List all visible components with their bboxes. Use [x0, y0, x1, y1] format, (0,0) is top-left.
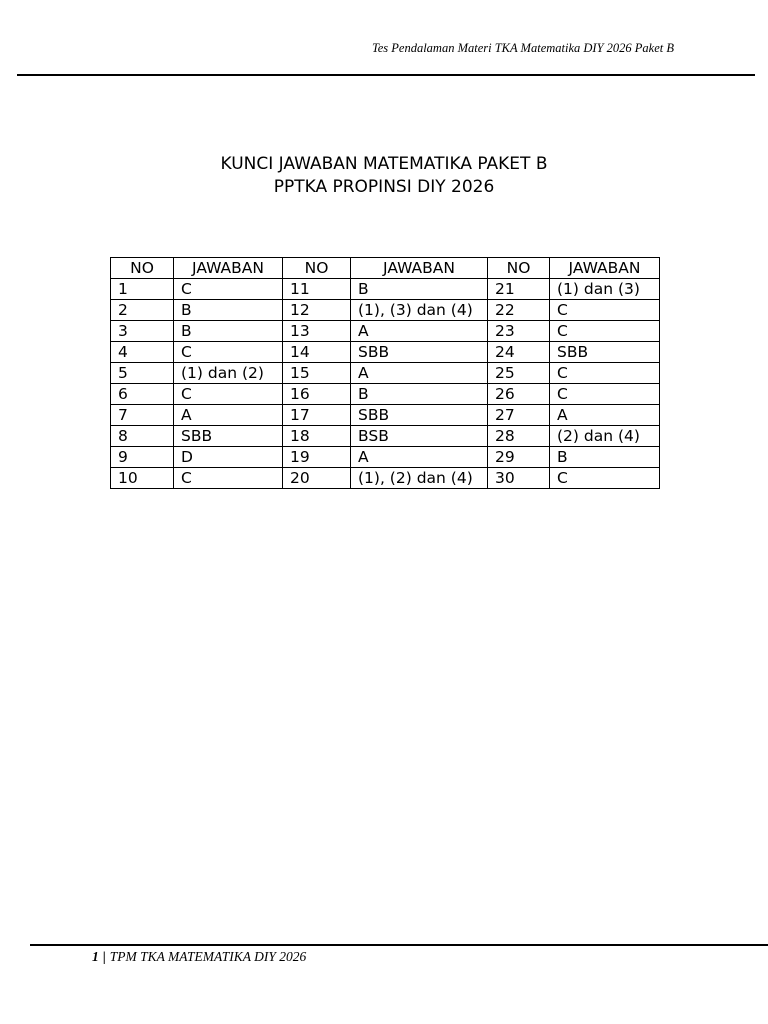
- question-number-cell: 15: [283, 363, 351, 384]
- question-number-cell: 10: [111, 468, 174, 489]
- question-number-cell: 2: [111, 300, 174, 321]
- question-number-cell: 30: [488, 468, 550, 489]
- answer-cell: A: [174, 405, 283, 426]
- answer-cell: C: [174, 279, 283, 300]
- table-row: [111, 300, 660, 321]
- question-number-cell: 5: [111, 363, 174, 384]
- answer-cell: A: [351, 447, 488, 468]
- question-number-cell: 13: [283, 321, 351, 342]
- question-number-cell: 26: [488, 384, 550, 405]
- question-number-cell: 25: [488, 363, 550, 384]
- page-title: [0, 153, 768, 199]
- question-number-cell: 7: [111, 405, 174, 426]
- table-row: [111, 321, 660, 342]
- answer-cell: C: [550, 384, 660, 405]
- answer-cell: A: [550, 405, 660, 426]
- question-number-cell: 20: [283, 468, 351, 489]
- table-header-row: [111, 258, 660, 279]
- answer-cell: SBB: [351, 405, 488, 426]
- table-row: [111, 384, 660, 405]
- column-header-jawaban: JAWABAN: [550, 258, 660, 279]
- question-number-cell: 16: [283, 384, 351, 405]
- question-number-cell: 19: [283, 447, 351, 468]
- footer-divider: [30, 944, 768, 946]
- question-number-cell: 11: [283, 279, 351, 300]
- answer-cell: (2) dan (4): [550, 426, 660, 447]
- question-number-cell: 24: [488, 342, 550, 363]
- column-header-jawaban: JAWABAN: [351, 258, 488, 279]
- answer-cell: SBB: [351, 342, 488, 363]
- question-number-cell: 28: [488, 426, 550, 447]
- answer-cell: B: [174, 300, 283, 321]
- answer-cell: A: [351, 321, 488, 342]
- answer-cell: B: [351, 384, 488, 405]
- answer-cell: BSB: [351, 426, 488, 447]
- question-number-cell: 27: [488, 405, 550, 426]
- answer-cell: (1), (2) dan (4): [351, 468, 488, 489]
- question-number-cell: 4: [111, 342, 174, 363]
- answer-cell: (1) dan (3): [550, 279, 660, 300]
- answer-cell: A: [351, 363, 488, 384]
- answer-key-table: [110, 257, 660, 489]
- question-number-cell: 9: [111, 447, 174, 468]
- answer-cell: C: [550, 468, 660, 489]
- question-number-cell: 1: [111, 279, 174, 300]
- question-number-cell: 18: [283, 426, 351, 447]
- question-number-cell: 17: [283, 405, 351, 426]
- question-number-cell: 14: [283, 342, 351, 363]
- table-row: [111, 468, 660, 489]
- answer-cell: D: [174, 447, 283, 468]
- table-row: [111, 426, 660, 447]
- table-row: [111, 405, 660, 426]
- table-row: [111, 363, 660, 384]
- question-number-cell: 21: [488, 279, 550, 300]
- question-number-cell: 12: [283, 300, 351, 321]
- table-body: [111, 279, 660, 489]
- answer-cell: C: [550, 321, 660, 342]
- page-number: 1: [92, 949, 99, 964]
- question-number-cell: 3: [111, 321, 174, 342]
- answer-cell: B: [351, 279, 488, 300]
- running-header: Tes Pendalaman Materi TKA Matematika DIY 2026 Paket B: [371, 41, 674, 55]
- title-line-2: PPTKA PROPINSI DIY 2026: [273, 177, 495, 197]
- answer-cell: SBB: [550, 342, 660, 363]
- column-header-no: NO: [283, 258, 351, 279]
- question-number-cell: 8: [111, 426, 174, 447]
- answer-cell: B: [550, 447, 660, 468]
- footer-separator: |: [102, 949, 106, 964]
- page-footer: [92, 949, 306, 965]
- answer-cell: (1) dan (2): [174, 363, 283, 384]
- column-header-no: NO: [111, 258, 174, 279]
- answer-cell: C: [550, 363, 660, 384]
- answer-cell: C: [174, 384, 283, 405]
- question-number-cell: 22: [488, 300, 550, 321]
- column-header-no: NO: [488, 258, 550, 279]
- answer-cell: B: [174, 321, 283, 342]
- table-row: [111, 279, 660, 300]
- question-number-cell: 29: [488, 447, 550, 468]
- footer-text: TPM TKA MATEMATIKA DIY 2026: [109, 949, 307, 964]
- title-line-1: KUNCI JAWABAN MATEMATIKA PAKET B: [220, 154, 548, 174]
- table-row: [111, 447, 660, 468]
- table-row: [111, 342, 660, 363]
- answer-cell: C: [174, 342, 283, 363]
- answer-cell: SBB: [174, 426, 283, 447]
- answer-cell: C: [550, 300, 660, 321]
- answer-cell: C: [174, 468, 283, 489]
- column-header-jawaban: JAWABAN: [174, 258, 283, 279]
- answer-cell: (1), (3) dan (4): [351, 300, 488, 321]
- question-number-cell: 6: [111, 384, 174, 405]
- header-divider: [17, 74, 755, 76]
- question-number-cell: 23: [488, 321, 550, 342]
